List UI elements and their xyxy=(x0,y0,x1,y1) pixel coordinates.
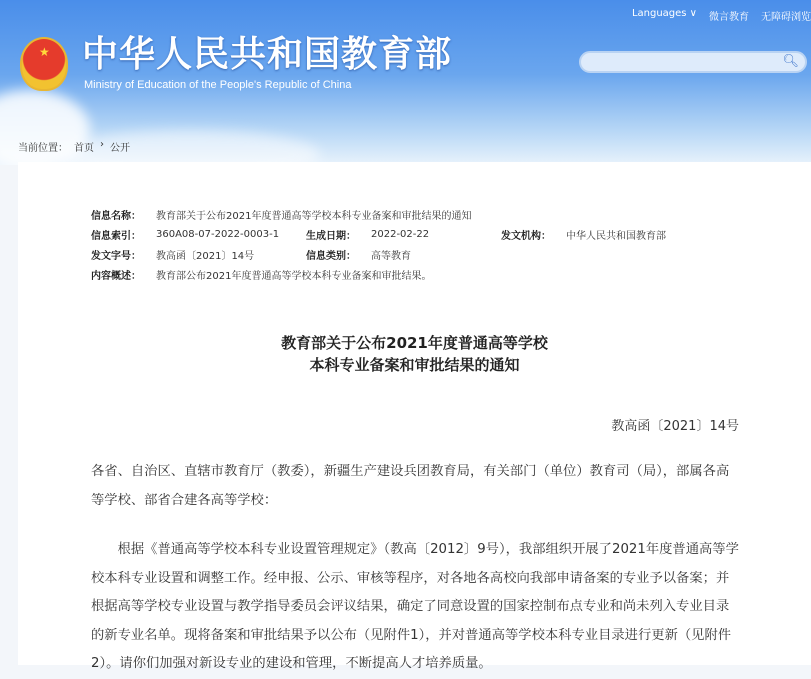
weiyan-link[interactable]: 微言教育 xyxy=(709,12,749,23)
docno-label: 发文字号： xyxy=(91,250,141,262)
org-value: 中华人民共和国教育部 xyxy=(566,230,666,242)
salutation: 各省、自治区、直辖市教育厅（教委），新疆生产建设兵团教育局，有关部门（单位）教育司（局），部属各高等学校、部省合建各高等学校： xyxy=(91,464,730,508)
breadcrumb-public[interactable]: 公开 xyxy=(110,143,130,154)
article-title-line1: 教育部关于公布2021年度普通高等学校 xyxy=(281,334,548,352)
docno-value: 教高函〔2021〕14号 xyxy=(156,250,255,262)
summary-value: 教育部公布2021年度普通高等学校本科专业备案和审批结果。 xyxy=(156,270,432,282)
search-input[interactable] xyxy=(579,51,807,73)
site-header xyxy=(0,0,811,165)
chevron-right-icon: › xyxy=(100,139,104,150)
org-label: 发文机构： xyxy=(501,230,551,242)
languages-link[interactable]: Languages ∨ xyxy=(631,8,697,19)
category-value: 高等教育 xyxy=(371,250,411,262)
top-links xyxy=(632,8,811,23)
site-subtitle: Ministry of Education of the People's Republic of China xyxy=(84,79,352,91)
name-value: 教育部关于公布2021年度普通高等学校本科专业备案和审批结果的通知 xyxy=(156,210,472,222)
breadcrumb-prefix: 当前位置： xyxy=(18,143,68,154)
accessibility-link[interactable]: 无障碍浏览 xyxy=(761,12,811,23)
index-value: 360A08-07-2022-0003-1 xyxy=(156,228,280,240)
article-text xyxy=(91,458,741,679)
article-title-line2: 本科专业备案和审批结果的通知 xyxy=(309,356,520,374)
date-label: 生成日期： xyxy=(306,230,356,242)
article-title xyxy=(18,332,811,376)
site-title[interactable]: 中华人民共和国教育部 xyxy=(82,34,453,75)
article-body: 根据《普通高等学校本科专业设置管理规定》（教高〔2012〕9号），我部组织开展了2021年度普通高等学校本科专业设置和调整工作。经申报、公示、审核等程序，对各地各高校向我部申请备案的专业予以备案；并根据高等学校专业设置与教学指导委员会评议结果，确定了同意设置的国家控制布点专业和尚未列入专业目录的新专业名单。现将备案和审批结果予以公布（见附件1），并对普通高等学校本科专业目录进行更新（见附件2）。请你们加强对新设专业的建设和管理，不断提高人才培养质量。 xyxy=(91,542,739,671)
summary-label: 内容概述： xyxy=(91,270,141,282)
category-label: 信息类别： xyxy=(306,250,356,262)
national-emblem-icon xyxy=(20,37,68,91)
breadcrumb xyxy=(18,139,130,154)
content-panel xyxy=(18,162,811,671)
search-icon[interactable]: 🔍︎ xyxy=(782,54,799,69)
index-label: 信息索引： xyxy=(91,230,141,242)
breadcrumb-home[interactable]: 首页 xyxy=(74,143,94,154)
info-table xyxy=(91,204,666,284)
document-number: 教高函〔2021〕14号 xyxy=(611,419,739,434)
date-value: 2022-02-22 xyxy=(371,228,430,240)
name-label: 信息名称： xyxy=(91,210,141,222)
